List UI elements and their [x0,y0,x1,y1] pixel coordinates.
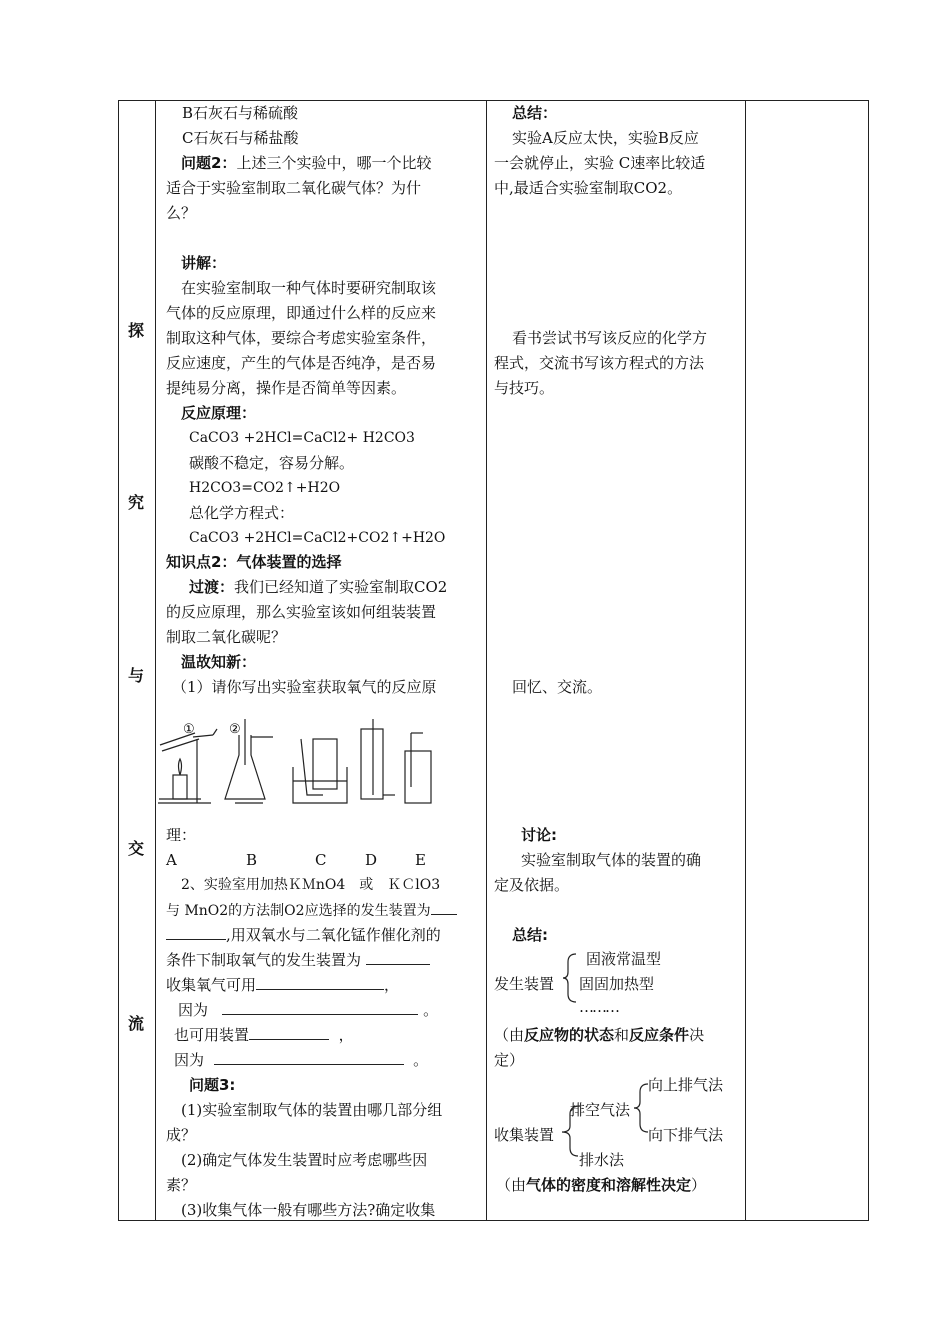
discuss-line: 定及依据。 [494,876,570,894]
collect-air: 排空气法 [570,1101,631,1119]
side-label: 与 [128,666,145,685]
apparatus-letter-c: C [315,851,327,869]
column-divider [486,101,487,1220]
apparatus-letter-b: B [246,851,258,869]
equation-2: H2CO3=CO2↑+H2O [189,480,341,496]
read-task-line: 程式，交流书写该方程式的方法 [494,354,705,372]
question-3-item: (3)收集气体一般有哪些方法?确定收集 [181,1201,436,1219]
question-3-item: (2)确定气体发生装置时应考虑哪些因 [181,1151,428,1169]
explain-line: 气体的反应原理，即通过什么样的反应来 [166,304,437,322]
apparatus-letter-d: D [365,851,378,869]
principle-heading: 反应原理： [181,404,257,422]
discuss-heading: 讨论: [521,826,557,844]
summary-line: 中,最适合实验室制取CO2。 [494,179,683,197]
question-3-item: 素？ [166,1176,197,1194]
transition-line: 制取二氧化碳呢？ [166,628,287,646]
transition: 过渡：我们已经知道了实验室制取CO2 [189,578,448,596]
circle-1-label: ① [183,722,195,737]
circle-2-label: ② [229,722,241,737]
side-label: 究 [128,493,145,512]
summary-heading: 总结： [512,104,558,122]
question-3-heading: 问题3: [189,1076,236,1094]
brace-icon [632,1076,650,1138]
question-3-item: 成？ [166,1126,197,1144]
collect-note: （由气体的密度和溶解性决定） [496,1176,707,1194]
question-2b-line: 也可用装置 ， [174,1026,354,1044]
summary2-heading: 总结: [512,926,548,944]
generator-note-line: 定） [494,1051,525,1069]
brace-icon [560,1098,584,1160]
question-2b: 2、实验室用加热ＫＭnO4 或 ＫＣlO3 [181,877,441,893]
note: 碳酸不稳定，容易分解。 [189,454,355,472]
apparatus-figure [155,715,445,810]
total-equation-label: 总化学方程式： [189,504,295,522]
transition-line: 的反应原理，那么实验室该如何组装装置 [166,603,437,621]
question-2b-line: 收集氧气可用 ， [166,976,400,994]
review-question-line: 理： [166,826,197,844]
generator-title: 发生装置 [494,975,555,993]
question-2: 问题2：上述三个实验中，哪一个比较 [181,154,432,172]
collect-upward: 向上排气法 [648,1076,724,1094]
question-3-item: (1)实验室制取气体的装置由哪几部分组 [181,1101,443,1119]
summary-line: 一会就停止，实验 C速率比较适 [494,154,706,172]
option-c: C石灰石与稀盐酸 [182,129,299,147]
column-divider [155,101,156,1220]
side-label: 交 [128,839,145,858]
question-2-line: 么？ [166,204,197,222]
question-2b-line: ,用双氧水与二氧化锰作催化剂的 [166,925,441,945]
review-question: （1）请你写出实验室获取氧气的反应原 [172,678,437,696]
explain-line: 制取这种气体，要综合考虑实验室条件， [166,329,437,347]
explain-line: 反应速度，产生的气体是否纯净，是否易 [166,354,437,372]
collect-title: 收集装置 [494,1126,555,1144]
knowledge-point-2: 知识点2：气体装置的选择 [166,553,342,571]
question-2b-line: 条件下制取氧气的发生装置为 [166,950,430,970]
explain-heading: 讲解： [181,254,227,272]
explain-line: 在实验室制取一种气体时要研究制取该 [181,279,437,297]
question-2-line: 适合于实验室制取二氧化碳气体？为什 [166,179,422,197]
equation-1: CaCO3 +2HCl=CaCl2+ H2CO3 [189,430,415,446]
question-2b-line: 因为 。 [178,1001,439,1019]
collect-downward: 向下排气法 [648,1126,724,1144]
option-b: B石灰石与稀硫酸 [182,104,299,122]
recall-text: 回忆、交流。 [512,678,603,696]
brace-icon [562,952,578,1004]
side-label: 探 [128,321,145,340]
summary-line: 实验A反应太快，实验B反应 [512,129,699,147]
question-2b-line: 与 MnO2的方法制O2应选择的发生装置为 [166,900,457,921]
column-divider [745,101,746,1220]
generator-note: （由反应物的状态和反应条件决 [494,1026,705,1044]
discuss-line: 实验室制取气体的装置的确 [521,851,702,869]
generator-type: 固固加热型 [579,975,655,993]
read-task-line: 与技巧。 [494,379,555,397]
generator-type: 固液常温型 [586,950,662,968]
review-heading: 温故知新： [181,653,257,671]
apparatus-letter-a: A [166,851,177,869]
apparatus-letter-e: E [415,851,426,869]
explain-line: 提纯易分离，操作是否简单等因素。 [166,379,407,397]
generator-more: ……… [579,998,618,1016]
collect-water: 排水法 [579,1151,625,1169]
question-2b-line: 因为 。 [174,1051,429,1069]
equation-3: CaCO3 +2HCl=CaCl2+CO2↑+H2O [189,530,446,546]
side-label: 流 [128,1014,145,1033]
read-task: 看书尝试书写该反应的化学方 [512,329,708,347]
